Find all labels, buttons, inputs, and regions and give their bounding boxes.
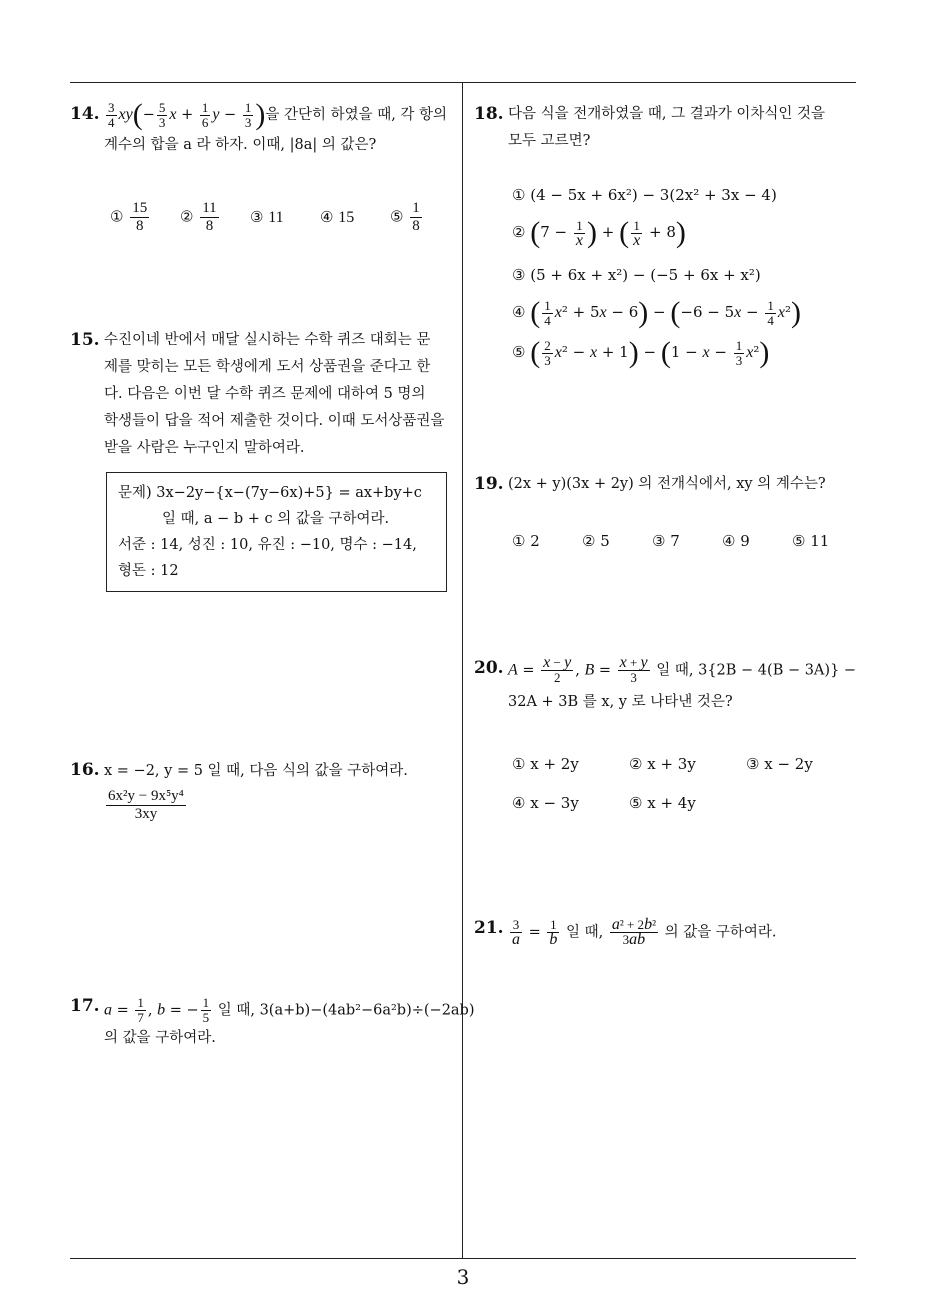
q15-box-line-4: 형돈 : 12 [118, 563, 179, 579]
top-rule [70, 82, 856, 83]
q15-box-line-1: 문제) 3x−2y−{x−(7y−6x)+5} = ax+by+c [118, 485, 422, 501]
q21-body: $\frac{3}{a}$ = $\frac{1}{b}$ 일 때, $\frac{\text{a² + 2b²}}{3ab}$ 의 값을 구하여라. [512, 916, 777, 948]
q18-body [508, 101, 825, 155]
q18-number: 18. [474, 104, 504, 124]
q15-box-line-3: 서준 : 14, 성진 : 10, 유진 : −10, 명수 : −14, [118, 537, 417, 553]
q19-text: (2x + y)(3x + 2y) 의 전개식에서, xy 의 계수는? [508, 476, 826, 492]
q20-number: 20. [474, 658, 504, 678]
q15-number: 15. [70, 330, 100, 350]
q20-line2: 32A + 3B 를 x, y 로 나타낸 것은? [508, 694, 733, 710]
q14-choice-5[interactable]: ⑤ $\frac{1}{8}$ [390, 200, 420, 234]
q14-choice-4[interactable]: ④ 15 [320, 208, 355, 226]
q20-body: A = $\frac{x - y}{2}$ , B = $\frac{x + y}{3}$ 일 때, 3{2B − 4(B − 3A)} − 32A + 3B 를 x, y 로 나타낸 것은? [508, 656, 858, 715]
q18-choice-2[interactable]: ② (7 − $\frac{1}{x}$ ) + ( $\frac{1}{x}$ + 8) [512, 216, 686, 249]
q20-choice-4[interactable]: ④ x − 3y [512, 794, 579, 812]
q18-choice-5[interactable]: ⑤ ( $\frac{2}{3}$ x² − x + 1) − (1 − x − $\frac{1}{3}$ x²) [512, 336, 770, 369]
q18-choices [512, 186, 852, 386]
q17-line2: 의 값을 구하여라. [104, 1030, 216, 1046]
q16-number: 16. [70, 760, 100, 780]
q15-line-1: 수진이네 반에서 매달 실시하는 수학 퀴즈 대회는 문 [104, 332, 431, 348]
q21-text-end: 의 값을 구하여라. [664, 924, 777, 941]
q18-line-2: 모두 고르면? [508, 133, 591, 149]
q20-choice-3[interactable]: ③ x − 2y [746, 755, 813, 773]
q15-line-4: 학생들이 답을 적어 제출한 것이다. 이때 도서상품권을 [104, 413, 445, 429]
q16-expression: $\frac{\text{6x²y − 9x⁵y⁴}}{3xy}$ [108, 788, 184, 822]
q18-line-1: 다음 식을 전개하였을 때, 그 결과가 이차식인 것을 [508, 106, 826, 122]
q15-body [104, 327, 459, 462]
q14-number: 14. [70, 104, 100, 124]
q15-line-2: 제를 맞히는 모든 학생에게 도서 상품권을 준다고 한 [104, 359, 431, 375]
q16-text: x = −2, y = 5 일 때, 다음 식의 값을 구하여라. [104, 763, 408, 779]
q19-choice-4[interactable]: ④ 9 [722, 532, 750, 550]
q18-choice-1[interactable]: ① (4 − 5x + 6x²) − 3(2x² + 3x − 4) [512, 186, 777, 204]
q21-number: 21. [474, 918, 504, 938]
q19-choice-5[interactable]: ⑤ 11 [792, 532, 830, 550]
q20-choice-2[interactable]: ② x + 3y [629, 755, 696, 773]
column-divider [462, 83, 463, 1258]
q15-line-3: 다. 다음은 이번 달 수학 퀴즈 문제에 대하여 5 명의 [104, 386, 426, 402]
q20-choice-1[interactable]: ① x + 2y [512, 755, 579, 773]
q14-line2: 계수의 합을 a 라 하자. 이때, |8a| 의 값은? [104, 137, 377, 153]
q15-box-text [118, 480, 438, 584]
q19-choice-1[interactable]: ① 2 [512, 532, 540, 550]
q20-text: 일 때, 3{2B − 4(B − 3A)} − [656, 662, 857, 679]
q18-choice-3[interactable]: ③ (5 + 6x + x²) − (−5 + 6x + x²) [512, 266, 761, 284]
q20-choice-5[interactable]: ⑤ x + 4y [629, 794, 696, 812]
q14-body: $\frac{3}{4}$ xy(− $\frac{5}{3}$ x + $\frac{1}{6}$ y − $\frac{1}{3}$ )을 간단히 하였을 때, 각 항의 계수의 합을 a 라 하자. 이때, |8a| 의 값은? [104, 100, 459, 158]
q14-choice-3[interactable]: ③ 11 [250, 208, 284, 226]
q18-choice-4[interactable]: ④ ( $\frac{1}{4}$ x² + 5x − 6) − (−6 − 5x − $\frac{1}{4}$ x²) [512, 296, 801, 329]
q15-box-line-2: 일 때, a − b + c 의 값을 구하여라. [162, 511, 390, 527]
q19-choice-3[interactable]: ③ 7 [652, 532, 680, 550]
q17-number: 17. [70, 996, 100, 1016]
q15-line-5: 받을 사람은 누구인지 말하여라. [104, 440, 305, 456]
q14-text: 을 간단히 하였을 때, 각 항의 [265, 107, 448, 123]
bottom-rule [70, 1258, 856, 1259]
q19-number: 19. [474, 474, 504, 494]
q14-choice-2[interactable]: ② $\frac{11}{8}$ [180, 200, 217, 234]
page-number: 3 [456, 1265, 470, 1289]
q19-choice-2[interactable]: ② 5 [582, 532, 610, 550]
q17-text: 일 때, 3(a+b)−(4ab²−6a²b)÷(−2ab) [217, 1002, 475, 1019]
q14-choice-1[interactable]: ① $\frac{15}{8}$ [110, 200, 148, 234]
q17-body: a = $\frac{1}{7}$ , b = − $\frac{1}{5}$ 일 때, 3(a+b)−(4ab²−6a²b)÷(−2ab) 의 값을 구하여라. [104, 996, 459, 1051]
q21-text-mid: 일 때, [565, 924, 604, 941]
